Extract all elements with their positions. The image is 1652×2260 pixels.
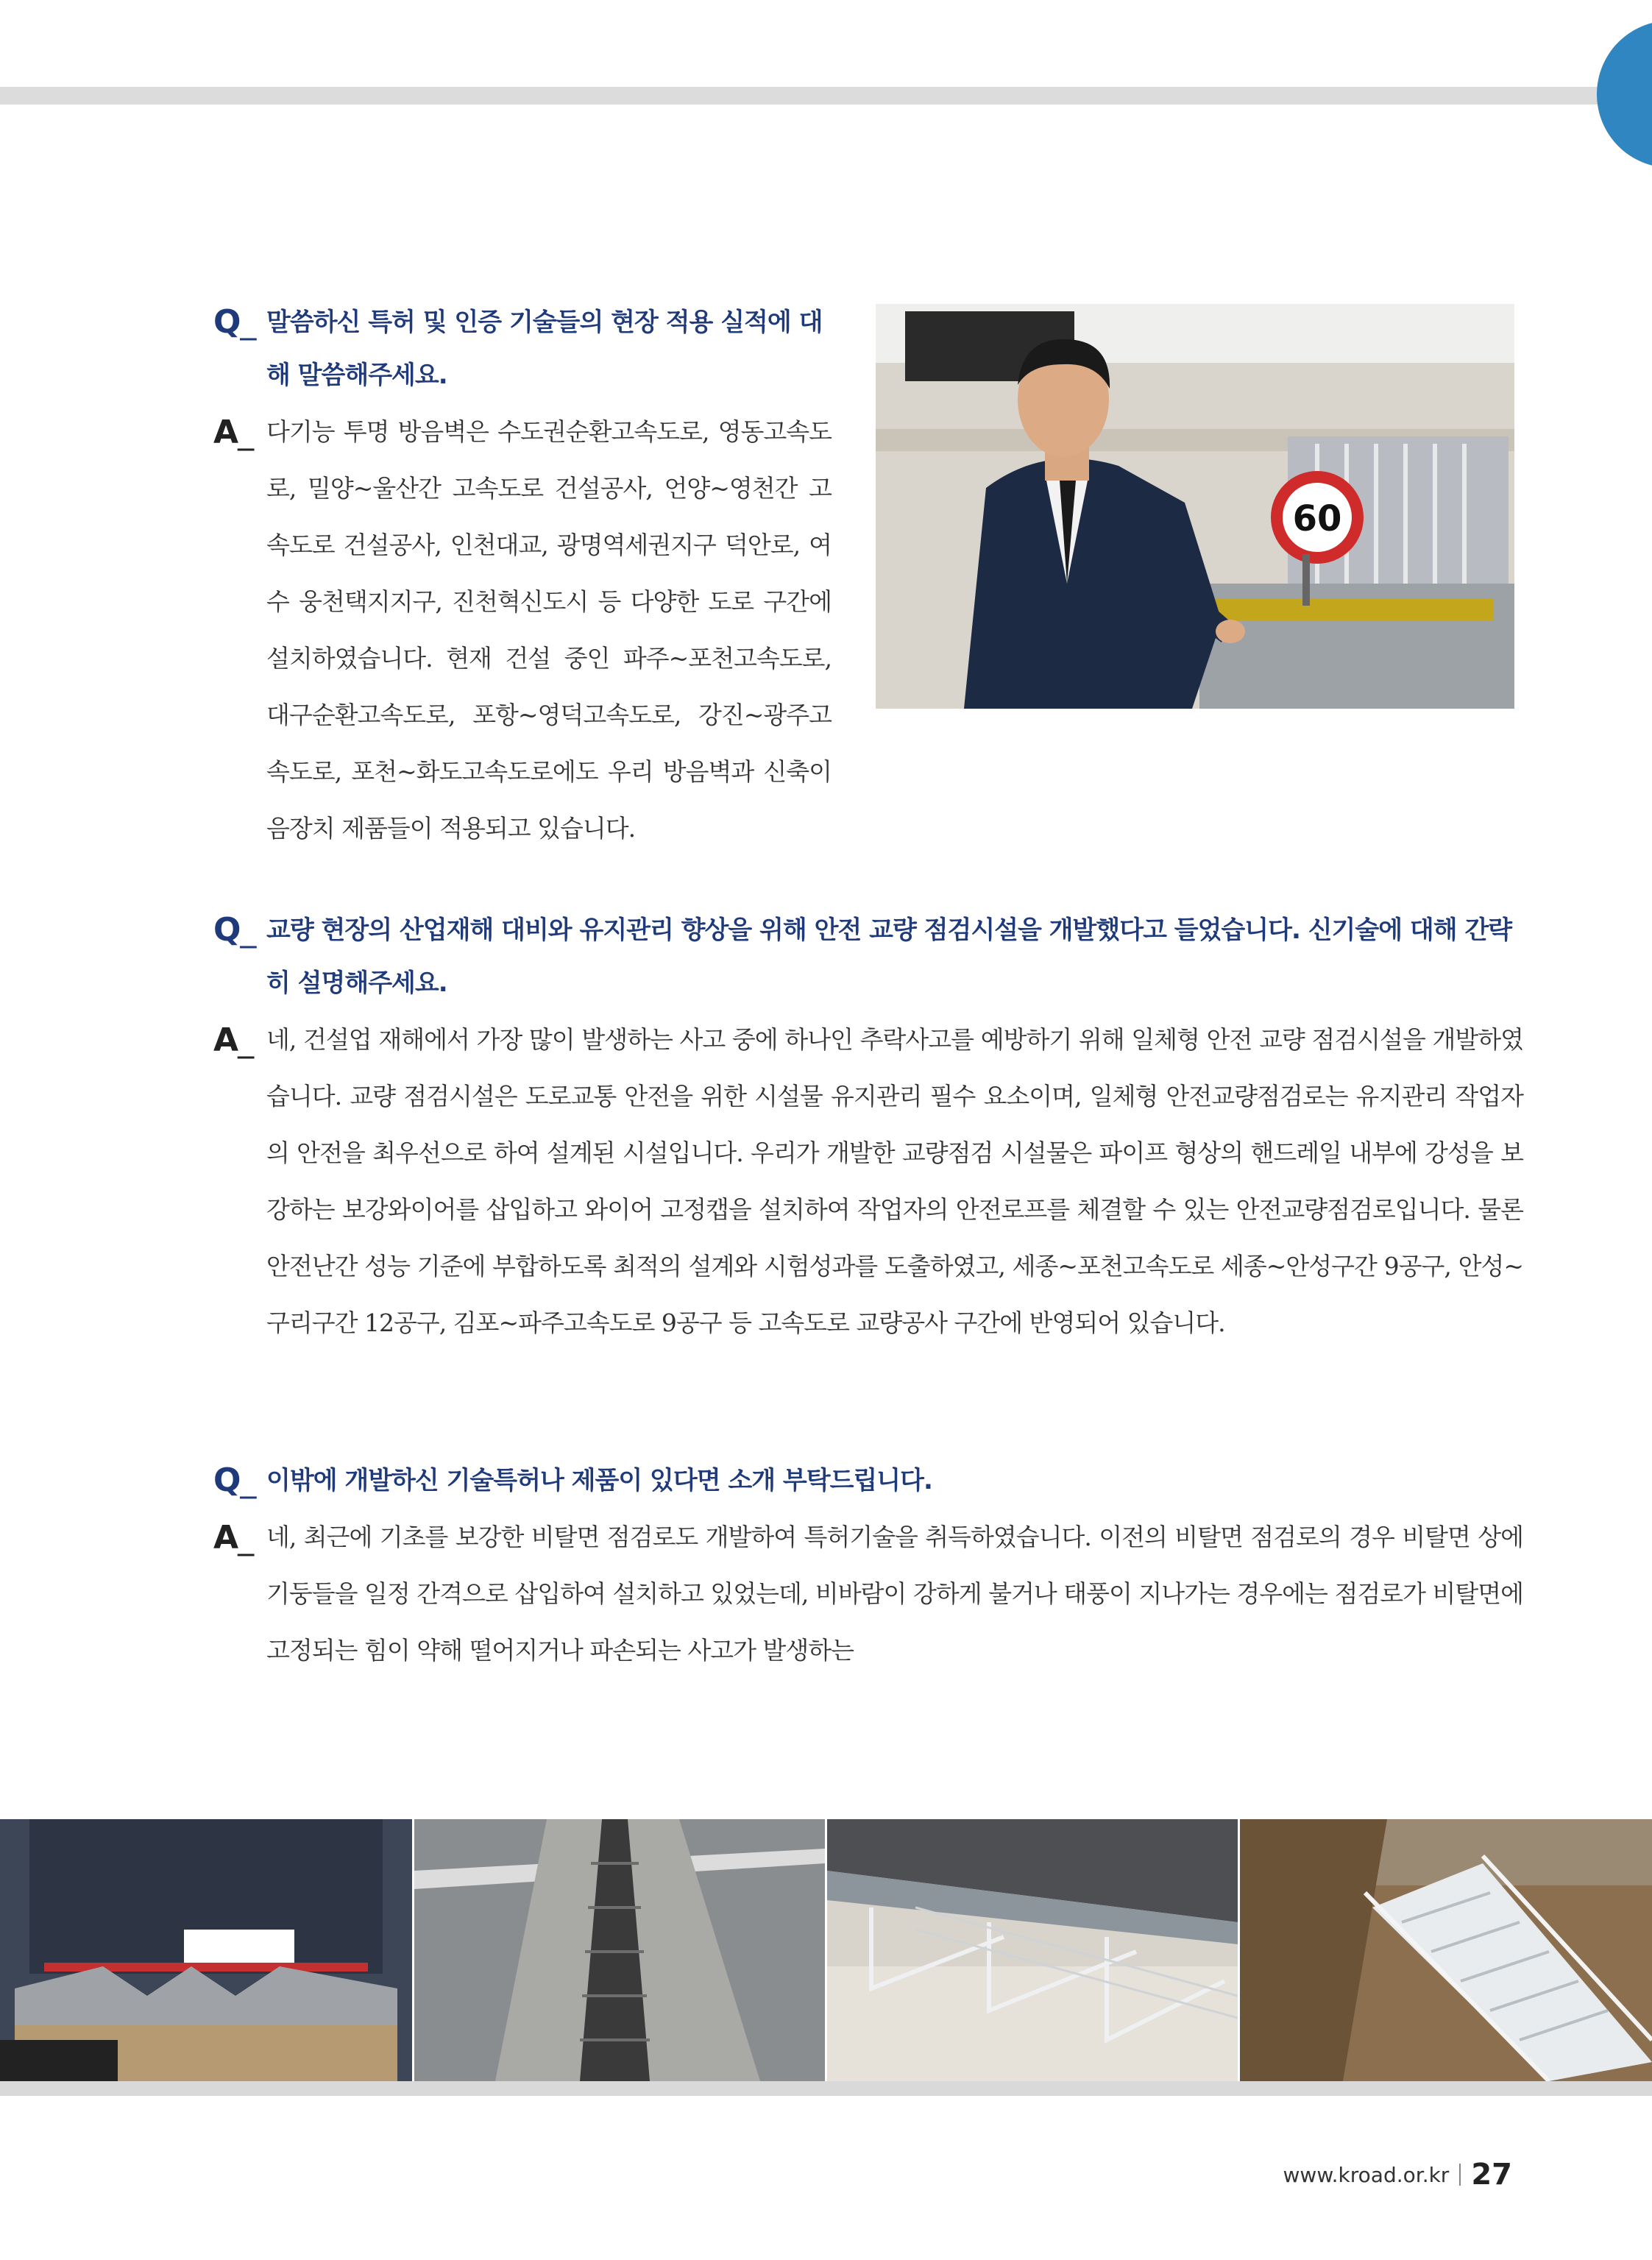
product-photo-slope-inspection-stairs [1240, 1819, 1652, 2081]
product-photo-expansion-joint-model [0, 1819, 412, 2081]
qa-block-2 [213, 904, 1523, 1351]
speed-sign-text: 60 [1292, 498, 1342, 539]
answer-mark: A_ [213, 1519, 254, 1556]
section-tab-marker [1597, 21, 1652, 168]
question-mark: Q_ [213, 1462, 256, 1499]
question-2 [213, 904, 1523, 1010]
bottom-rule [0, 2081, 1652, 2096]
answer-text: 네, 최근에 기초를 보강한 비탈면 점검로도 개발하여 특허기술을 취득하였습니다. 이전의 비탈면 점검로의 경우 비탈면 상에 기둥들을 일정 간격으로 삽입하여 설치하고 있었는데, 비바람이 강하게 불거나 태풍이 지나가는 경우에는 점검로가 비탈면에 고정되는 힘이 약해 떨어지거나 파손되는 사고가 발생하는 [266, 1523, 1523, 1665]
footer-divider [1459, 2164, 1461, 2186]
answer-3 [213, 1509, 1523, 1679]
question-mark: Q_ [213, 911, 256, 949]
answer-mark: A_ [213, 414, 254, 451]
question-text: 이밖에 개발하신 기술특허나 제품이 있다면 소개 부탁드립니다. [266, 1466, 932, 1495]
answer-2 [213, 1011, 1523, 1351]
question-3 [213, 1454, 1523, 1507]
question-mark: Q_ [213, 303, 256, 341]
qa-block-1 [213, 296, 832, 857]
question-text: 말씀하신 특허 및 인증 기술들의 현장 적용 실적에 대해 말씀해주세요. [266, 308, 823, 390]
question-1 [213, 296, 832, 402]
product-photo-expansion-joint-road [414, 1819, 825, 2081]
page-footer [1283, 2158, 1512, 2192]
qa-block-3 [213, 1454, 1523, 1679]
answer-mark: A_ [213, 1021, 254, 1059]
top-rule [0, 87, 1652, 105]
answer-1 [213, 403, 1578, 857]
product-photo-bridge-inspection-walkway [827, 1819, 1238, 2081]
answer-text: 다기능 투명 방음벽은 수도권순환고속도로, 영동고속도로, 밀양~울산간 고속도로 건설공사, 언양~영천간 고속도로 건설공사, 인천대교, 광명역세권지구 덕안로, 여수 웅천택지지구, 진천혁신도시 등 다양한 도로 구간에 설치하였습니다. 현재 건설 중인 파주~포천고속도로, 대구순환고속도로, 포항~영덕고속도로, 강진~광주고속도로, 포천~화도고속도로에도 우리 방음벽과 신축이음장치 제품들이 적용되고 있습니다. [266, 417, 832, 843]
question-text: 교량 현장의 산업재해 대비와 유지관리 향상을 위해 안전 교량 점검시설을 개발했다고 들었습니다. 신기술에 대해 간략히 설명해주세요. [266, 915, 1512, 998]
answer-text: 네, 건설업 재해에서 가장 많이 발생하는 사고 중에 하나인 추락사고를 예방하기 위해 일체형 안전 교량 점검시설을 개발하였습니다. 교량 점검시설은 도로교통 안전을 위한 시설물 유지관리 필수 요소이며, 일체형 안전교량점검로는 유지관리 작업자의 안전을 최우선으로 하여 설계된 시설입니다. 우리가 개발한 교량점검 시설물은 파이프 형상의 핸드레일 내부에 강성을 보강하는 보강와이어를 삽입하고 와이어 고정캡을 설치하여 작업자의 안전로프를 체결할 수 있는 안전교량점검로입니다. 물론 안전난간 성능 기준에 부합하도록 최적의 설계와 시험성과를 도출하였고, 세종~포천고속도로 세종~안성구간 9공구, 안성~구리구간 12공구, 김포~파주고속도로 9공구 등 고속도로 교량공사 구간에 반영되어 있습니다. [266, 1025, 1523, 1337]
website-link[interactable]: www.kroad.or.kr [1283, 2162, 1450, 2187]
page-number: 27 [1471, 2158, 1512, 2192]
